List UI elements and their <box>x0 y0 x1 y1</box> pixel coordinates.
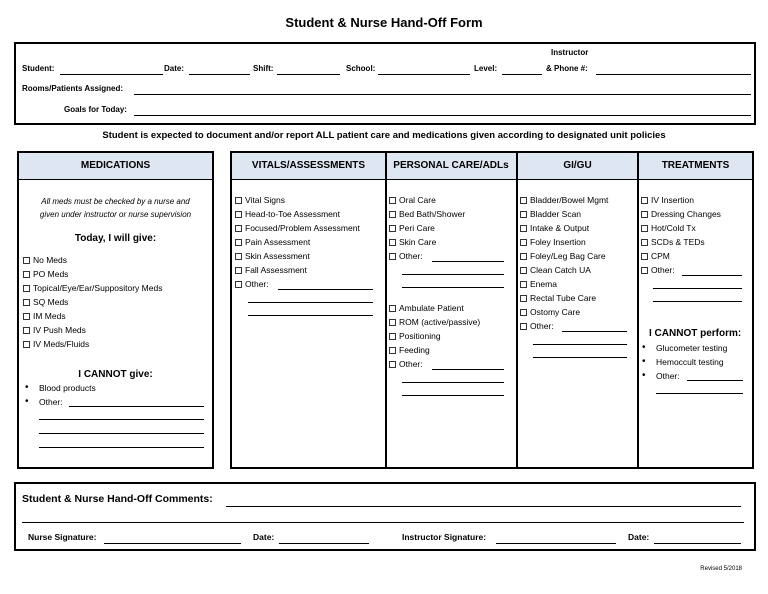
other-line[interactable] <box>278 289 373 290</box>
column-divider <box>516 153 518 467</box>
vitals-item-pain[interactable]: Pain Assessment <box>235 238 310 247</box>
nurse-date-label: Date: <box>253 532 275 542</box>
pc-item-ambulate[interactable]: Ambulate Patient <box>389 304 464 313</box>
comments-box <box>14 482 756 551</box>
student-label: Student: <box>22 64 55 73</box>
other-line[interactable] <box>248 315 373 316</box>
gigu-header: GI/GU <box>563 160 592 171</box>
other-line[interactable] <box>682 275 742 276</box>
checkbox[interactable] <box>641 225 648 232</box>
checkbox[interactable] <box>235 267 242 274</box>
checkbox[interactable] <box>520 309 527 316</box>
tx-item-hot-cold[interactable]: Hot/Cold Tx <box>641 224 696 233</box>
checkbox[interactable] <box>389 333 396 340</box>
checkbox[interactable] <box>23 271 30 278</box>
gigu-item-bladder-bowel[interactable]: Bladder/Bowel Mgmt <box>520 196 608 205</box>
medications-header: MEDICATIONS <box>19 153 212 180</box>
other-line[interactable] <box>533 344 627 345</box>
checkbox[interactable] <box>389 361 396 368</box>
checkbox[interactable] <box>641 211 648 218</box>
checkbox[interactable] <box>520 267 527 274</box>
pc-item-positioning[interactable]: Positioning <box>389 332 441 341</box>
cannot-perform-glucometer: • Glucometer testing <box>656 343 727 353</box>
instructor-signature-label: Instructor Signature: <box>402 532 487 542</box>
personal-care-header: PERSONAL CARE/ADLs <box>393 160 509 171</box>
other-line[interactable] <box>653 288 742 289</box>
shift-label: Shift: <box>253 64 274 73</box>
checkbox[interactable] <box>23 313 30 320</box>
header-info-box <box>14 42 756 125</box>
checkbox[interactable] <box>641 267 648 274</box>
vitals-item-other[interactable]: Other: <box>235 280 269 289</box>
student-field[interactable] <box>60 74 163 75</box>
other-line[interactable] <box>402 287 504 288</box>
checkbox[interactable] <box>389 211 396 218</box>
nurse-signature-label: Nurse Signature: <box>28 532 97 542</box>
checkbox[interactable] <box>389 347 396 354</box>
date-label: Date: <box>164 64 185 73</box>
checkbox[interactable] <box>389 319 396 326</box>
shift-field[interactable] <box>277 74 340 75</box>
gigu-item-clean-catch[interactable]: Clean Catch UA <box>520 266 591 275</box>
medications-note-line1: All meds must be checked by a nurse and <box>41 197 190 206</box>
other-line[interactable] <box>402 382 504 383</box>
form-title: Student & Nurse Hand-Off Form <box>285 15 483 30</box>
other-line[interactable] <box>39 433 204 434</box>
will-give-heading: Today, I will give: <box>74 233 157 244</box>
checkbox[interactable] <box>389 225 396 232</box>
column-divider <box>385 153 387 467</box>
other-line[interactable] <box>533 357 627 358</box>
school-field[interactable] <box>378 74 470 75</box>
checkbox[interactable] <box>520 323 527 330</box>
gigu-item-foley-care[interactable]: Foley/Leg Bag Care <box>520 252 606 261</box>
tx-item-dressing[interactable]: Dressing Changes <box>641 210 721 219</box>
vitals-item-fall[interactable]: Fall Assessment <box>235 266 307 275</box>
pc-item-oral-care[interactable]: Oral Care <box>389 196 436 205</box>
checkbox[interactable] <box>389 253 396 260</box>
checkbox[interactable] <box>235 281 242 288</box>
instructor-phone-label: & Phone #: <box>546 64 588 73</box>
vitals-item-focused[interactable]: Focused/Problem Assessment <box>235 224 360 233</box>
gigu-item-enema[interactable]: Enema <box>520 280 557 289</box>
medications-note <box>19 195 212 221</box>
checkbox[interactable] <box>23 285 30 292</box>
checkbox[interactable] <box>520 281 527 288</box>
rooms-field[interactable] <box>134 94 751 95</box>
checkbox[interactable] <box>520 197 527 204</box>
checkbox[interactable] <box>23 257 30 264</box>
level-field[interactable] <box>502 74 542 75</box>
vitals-item-skin[interactable]: Skin Assessment <box>235 252 310 261</box>
tx-item-other[interactable]: Other: <box>641 266 675 275</box>
checkbox[interactable] <box>641 197 648 204</box>
nurse-date-field[interactable] <box>279 543 369 544</box>
gigu-item-intake-output[interactable]: Intake & Output <box>520 224 589 233</box>
checkbox[interactable] <box>520 295 527 302</box>
other-line[interactable] <box>248 302 373 303</box>
instructor-phone-field[interactable] <box>596 74 751 75</box>
vitals-item-head-to-toe[interactable]: Head-to-Toe Assessment <box>235 210 340 219</box>
cannot-perform-hemoccult: • Hemoccult testing <box>656 357 724 367</box>
instructor-signature-field[interactable] <box>496 543 616 544</box>
other-line[interactable] <box>39 419 204 420</box>
tx-item-iv-insertion[interactable]: IV Insertion <box>641 196 694 205</box>
checkbox[interactable] <box>23 299 30 306</box>
instructor-date-field[interactable] <box>654 543 741 544</box>
med-item-sq-meds[interactable]: SQ Meds <box>23 298 68 307</box>
tx-item-cpm[interactable]: CPM <box>641 252 670 261</box>
checkbox[interactable] <box>23 327 30 334</box>
revision-note: Revised 5/2018 <box>700 566 742 572</box>
cannot-give-heading: I CANNOT give: <box>78 369 153 380</box>
rooms-label: Rooms/Patients Assigned: <box>22 84 124 93</box>
care-columns-box <box>230 151 754 469</box>
checkbox[interactable] <box>389 239 396 246</box>
checkbox[interactable] <box>641 239 648 246</box>
documentation-notice: Student is expected to document and/or report ALL patient care and medications given according to designated unit policies <box>102 130 666 141</box>
other-line[interactable] <box>687 380 743 381</box>
pc-item-rom[interactable]: ROM (active/passive) <box>389 318 480 327</box>
checkbox[interactable] <box>235 225 242 232</box>
gigu-item-other[interactable]: Other: <box>520 322 554 331</box>
other-line[interactable] <box>562 331 627 332</box>
med-item-po-meds[interactable]: PO Meds <box>23 270 68 279</box>
tx-item-scds-teds[interactable]: SCDs & TEDs <box>641 238 705 247</box>
other-line[interactable] <box>656 393 743 394</box>
goals-label: Goals for Today: <box>64 105 127 114</box>
checkbox[interactable] <box>23 341 30 348</box>
checkbox[interactable] <box>235 211 242 218</box>
pc-item-feeding[interactable]: Feeding <box>389 346 430 355</box>
treatments-header: TREATMENTS <box>661 160 730 171</box>
checkbox[interactable] <box>235 239 242 246</box>
gigu-item-ostomy[interactable]: Ostomy Care <box>520 308 580 317</box>
instructor-date-label: Date: <box>628 532 650 542</box>
school-label: School: <box>346 64 376 73</box>
comments-field-line2[interactable] <box>22 522 744 523</box>
cannot-give-other: • Other: <box>39 397 63 407</box>
pc-item-bed-bath[interactable]: Bed Bath/Shower <box>389 210 465 219</box>
other-line[interactable] <box>402 395 504 396</box>
comments-label: Student & Nurse Hand-Off Comments: <box>22 493 213 505</box>
pc-item-other[interactable]: Other: <box>389 252 423 261</box>
column-divider <box>637 153 639 467</box>
gigu-item-foley-insertion[interactable]: Foley Insertion <box>520 238 586 247</box>
other-line[interactable] <box>653 301 742 302</box>
pc-item-peri-care[interactable]: Peri Care <box>389 224 435 233</box>
med-item-topical[interactable]: Topical/Eye/Ear/Suppository Meds <box>23 284 162 293</box>
med-item-im-meds[interactable]: IM Meds <box>23 312 66 321</box>
checkbox[interactable] <box>520 225 527 232</box>
comments-field[interactable] <box>226 506 741 507</box>
level-label: Level: <box>474 64 498 73</box>
pc-item-other2[interactable]: Other: <box>389 360 423 369</box>
medications-section <box>17 151 214 469</box>
other-line[interactable] <box>39 447 204 448</box>
checkbox[interactable] <box>389 305 396 312</box>
checkbox[interactable] <box>235 197 242 204</box>
checkbox[interactable] <box>389 197 396 204</box>
checkbox[interactable] <box>641 253 648 260</box>
checkbox[interactable] <box>520 239 527 246</box>
cannot-perform-heading: I CANNOT perform: <box>649 328 742 339</box>
medications-note-line2: given under instructor or nurse supervision <box>39 210 192 219</box>
cannot-give-blood: • Blood products <box>39 383 96 393</box>
med-item-iv-push[interactable]: IV Push Meds <box>23 326 86 335</box>
med-item-no-meds[interactable]: No Meds <box>23 256 67 265</box>
checkbox[interactable] <box>520 211 527 218</box>
nurse-signature-field[interactable] <box>104 543 241 544</box>
checkbox[interactable] <box>520 253 527 260</box>
other-line[interactable] <box>69 406 204 407</box>
goals-field[interactable] <box>134 115 751 116</box>
other-line[interactable] <box>432 261 504 262</box>
vitals-header: VITALS/ASSESSMENTS <box>251 160 366 171</box>
checkbox[interactable] <box>235 253 242 260</box>
gigu-item-bladder-scan[interactable]: Bladder Scan <box>520 210 581 219</box>
cannot-perform-other: • Other: <box>656 371 680 381</box>
vitals-item-vital-signs[interactable]: Vital Signs <box>235 196 285 205</box>
gigu-item-rectal-tube[interactable]: Rectal Tube Care <box>520 294 596 303</box>
other-line[interactable] <box>402 274 504 275</box>
med-item-iv-fluids[interactable]: IV Meds/Fluids <box>23 340 89 349</box>
date-field[interactable] <box>189 74 250 75</box>
instructor-label: Instructor <box>551 48 589 57</box>
pc-item-skin-care[interactable]: Skin Care <box>389 238 436 247</box>
other-line[interactable] <box>432 369 504 370</box>
